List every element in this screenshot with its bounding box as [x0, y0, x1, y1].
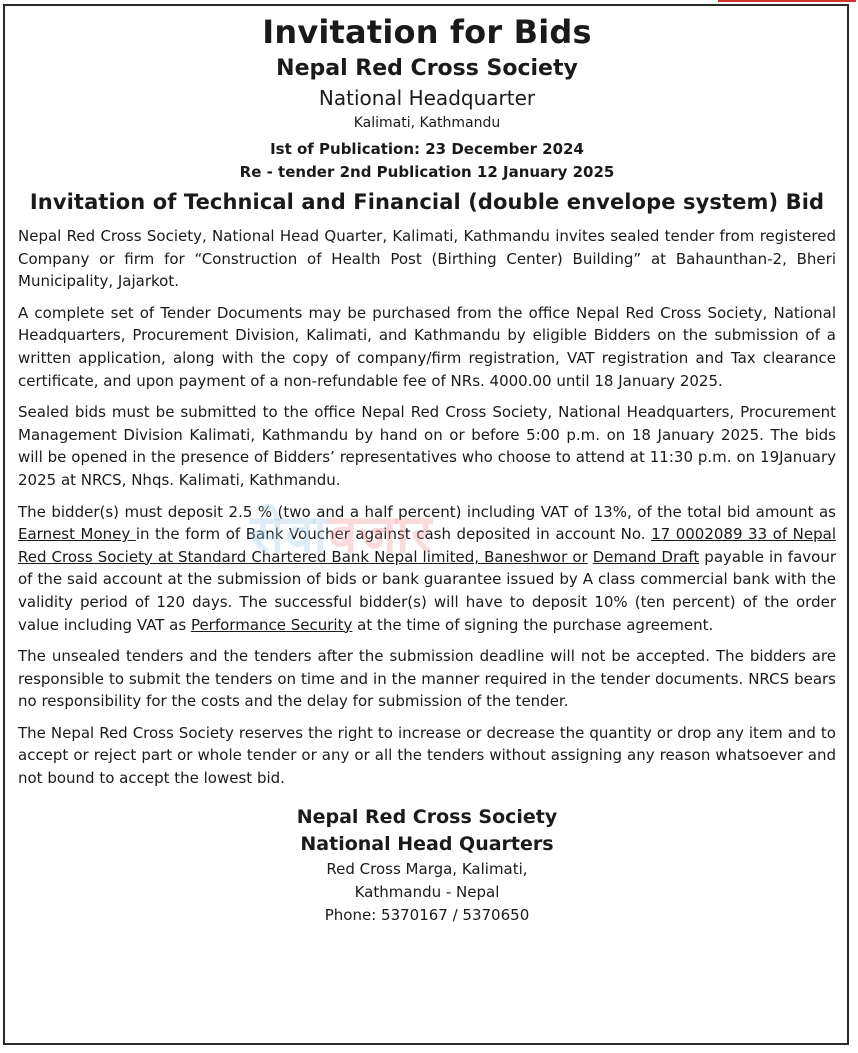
second-publication-date: Re - tender 2nd Publication 12 January 2025: [239, 163, 615, 181]
earnest-money-term: Earnest Money: [18, 525, 136, 544]
paragraph-rights: The Nepal Red Cross Society reserves the right to increase or decrease the quantity or drop any item and to accept or reject part or whole tender or any or all the tenders without assigning any reason whatsoever and not bound to accept the lowest bid.: [18, 723, 836, 788]
footer-address-line-2: Kathmandu - Nepal: [354, 882, 500, 901]
notice-header: [18, 10, 836, 184]
first-publication-date: Ist of Publication: 23 December 2024: [270, 140, 584, 158]
notice-title: Invitation for Bids: [262, 13, 592, 51]
footer-address-line-1: Red Cross Marga, Kalimati,: [326, 859, 528, 878]
bank-account-details: 17 0002089 33 of Nepal Red Cross Society at Standard Chartered Bank Nepal limited, Baneshwor or: [18, 525, 837, 566]
office-name: National Headquarter: [318, 86, 536, 110]
paragraph-deadline: The unsealed tenders and the tenders after the submission deadline will not be accepted. The bidders are responsible to submit the tenders on time and in the manner required in the tender documents. NRCS bears no responsibility for the costs and the delay for submission of the tender.: [18, 647, 836, 711]
deposit-text-5: at the time of signing the purchase agreement.: [352, 615, 714, 634]
watermark-part-2: बजार: [328, 503, 434, 565]
top-accent-bar: [718, 0, 856, 2]
watermark-part-1: सेवा: [250, 503, 329, 565]
paragraph-submission: Sealed bids must be submitted to the office Nepal Red Cross Society, National Headquarters, Procurement Management Division Kalimati, Kathmandu by hand on or before 5:00 p.m. on 18 January 2025. The bids will be opened in the presence of Bidders’ representatives who choose to attend at 11:30 p.m. on 19January 2025 at NRCS, Nhqs. Kalimati, Kathmandu.: [18, 403, 836, 489]
footer-phone: Phone: 5370167 / 5370650: [324, 905, 530, 924]
paragraph-documents: A complete set of Tender Documents may be purchased from the office Nepal Red Cross Society, National Headquarters, Procurement Division, Kalimati, and Kathmandu by eligible Bidders on the submission of a written application, along with the copy of company/firm registration, VAT registration and Tax clearance certificate, and upon payment of a non-refundable fee of NRs. 4000.00 until 18 January 2025.: [18, 303, 836, 390]
deposit-text-4: payable in favour of the said account at the submission of bids or bank guarantee issued by A class commercial bank with the validity period of 120 days. The successful bidder(s) will have to deposit 10% (ten percent) of the order value including VAT as: [18, 547, 836, 634]
office-location: Kalimati, Kathmandu: [353, 115, 501, 131]
paragraph-deposit: [18, 501, 836, 637]
notice-content: [18, 10, 836, 927]
organization-name: Nepal Red Cross Society: [276, 56, 578, 81]
notice-footer: [18, 804, 836, 927]
footer-office: National Head Quarters: [300, 832, 554, 855]
demand-draft-term: Demand Draft: [592, 547, 700, 566]
footer-organization: Nepal Red Cross Society: [296, 805, 558, 828]
section-title: Invitation of Technical and Financial (double envelope system) Bid: [29, 190, 825, 214]
deposit-text-1: The bidder(s) must deposit 2.5 % (two and a half percent) including VAT of 13%, of the total bid amount as: [18, 502, 836, 521]
deposit-text-2: in the form of Bank Voucher against cash deposited in account No.: [135, 525, 652, 544]
paragraph-invitation: Nepal Red Cross Society, National Head Quarter, Kalimati, Kathmandu invites sealed tender from registered Company or firm for “Construction of Health Post (Birthing Center) Building” at Bahaunthan-2, Bheri Municipality, Jajarkot.: [18, 227, 836, 291]
performance-security-term: Performance Security: [190, 615, 353, 634]
